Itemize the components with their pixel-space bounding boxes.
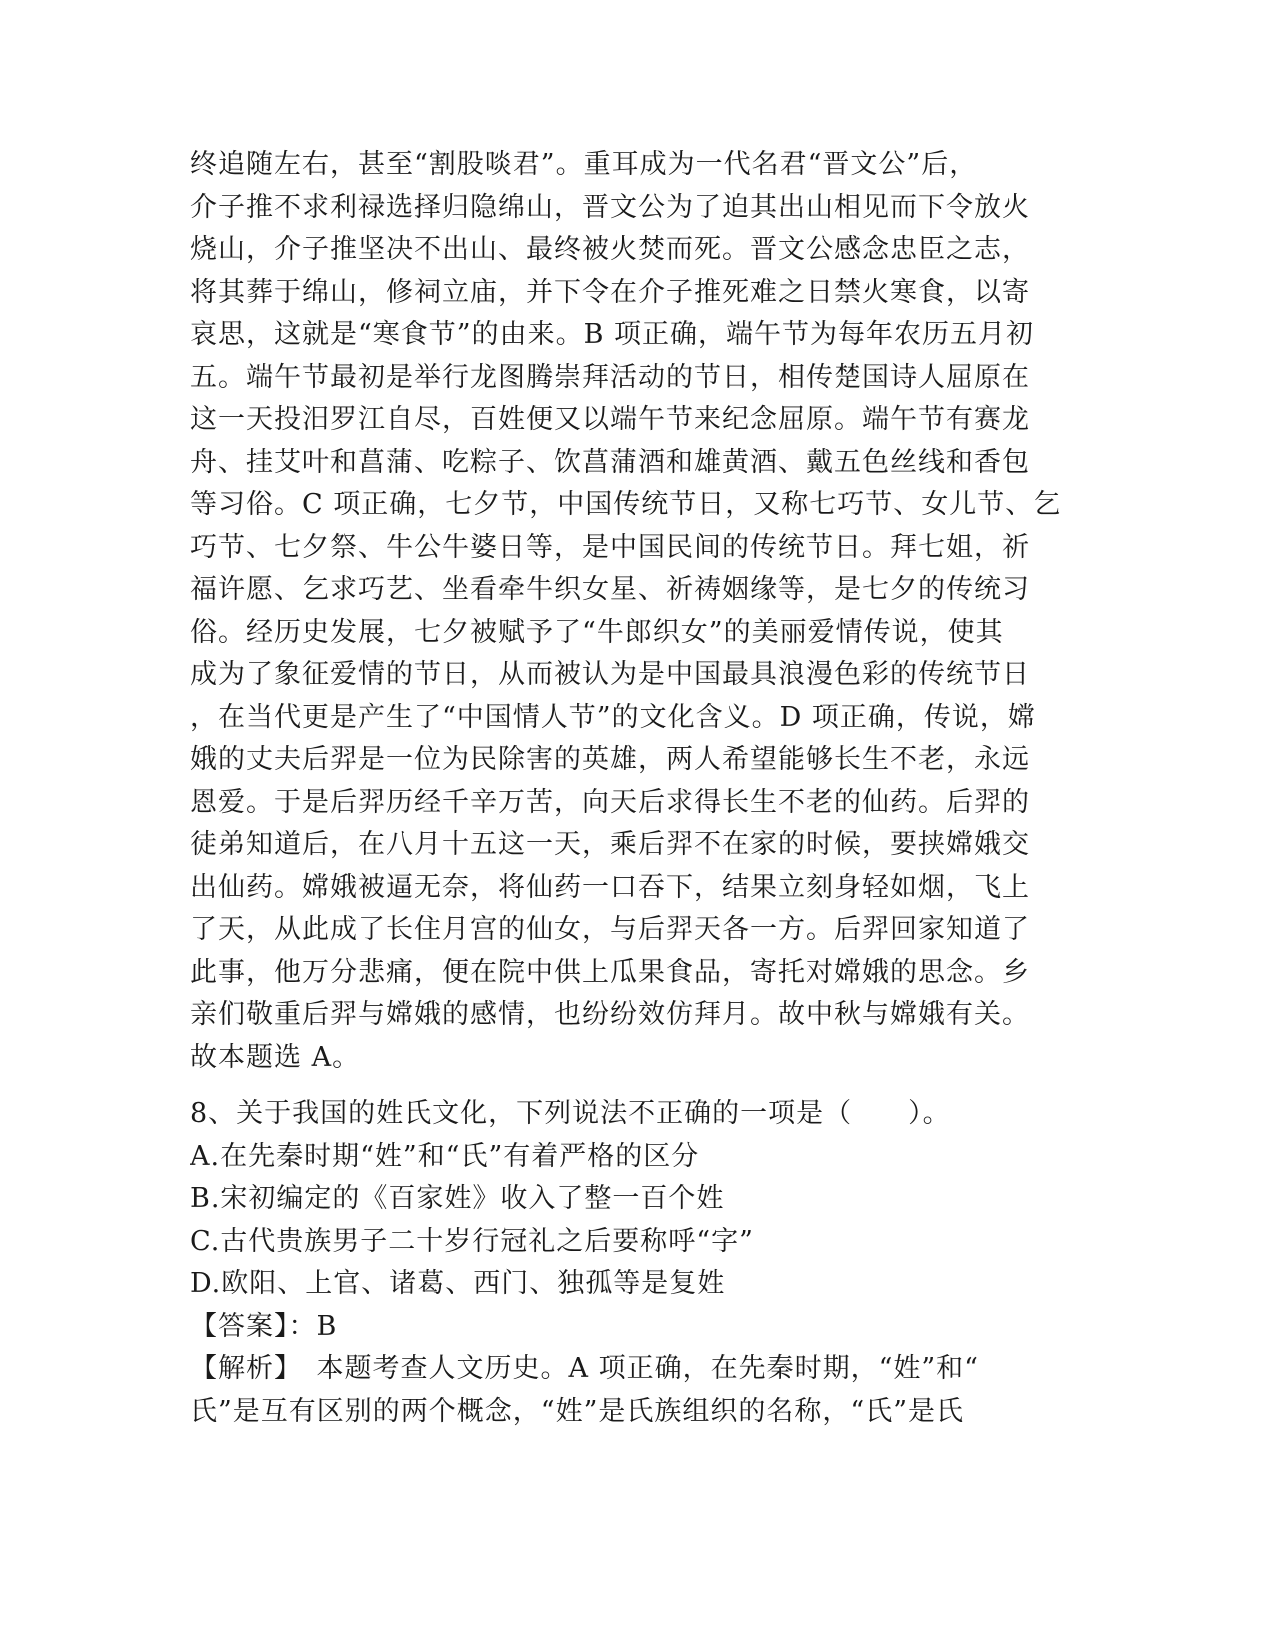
question-block bbox=[190, 1093, 1080, 1433]
text-line: 成为了象征爱情的节日，从而被认为是中国最具浪漫色彩的传统节日 bbox=[190, 659, 1030, 690]
text-line: 等习俗。C 项正确，七夕节，中国传统节日，又称七巧节、女儿节、乞 bbox=[190, 489, 1062, 520]
previous-explanation bbox=[190, 144, 1080, 1079]
text-line: 这一天投汨罗江自尽，百姓便又以端午节来纪念屈原。端午节有赛龙 bbox=[190, 404, 1030, 435]
text-line: 娥的丈夫后羿是一位为民除害的英雄，两人希望能够长生不老，永远 bbox=[190, 744, 1030, 775]
text-line: 将其葬于绵山，修祠立庙，并下令在介子推死难之日禁火寒食，以寄 bbox=[190, 276, 1030, 308]
option-b: B.宋初编定的《百家姓》收入了整一百个姓 bbox=[190, 1183, 725, 1214]
text-line: 介子推不求利禄选择归隐绵山，晋文公为了迫其出山相见而下令放火 bbox=[190, 191, 1030, 223]
option-c: C.古代贵族男子二十岁行冠礼之后要称呼“字” bbox=[190, 1225, 754, 1257]
text-line: ，在当代更是产生了“中国情人节”的文化含义。D 项正确，传说，嫦 bbox=[190, 701, 1036, 733]
text-line: 故本题选 A。 bbox=[190, 1041, 361, 1073]
text-line: 烧山，介子推坚决不出山、最终被火焚而死。晋文公感念忠臣之志， bbox=[190, 234, 1030, 265]
text-line: 巧节、七夕祭、牛公牛婆日等，是中国民间的传统节日。拜七姐，祈 bbox=[190, 531, 1030, 563]
text-line: 五。端午节最初是举行龙图腾崇拜活动的节日，相传楚国诗人屈原在 bbox=[190, 361, 1030, 393]
text-line: 恩爱。于是后羿历经千辛万苦，向天后求得长生不老的仙药。后羿的 bbox=[190, 786, 1030, 818]
question-stem: 8、关于我国的姓氏文化，下列说法不正确的一项是（ ）。 bbox=[190, 1098, 951, 1129]
answer-line: 【答案】：B bbox=[190, 1310, 338, 1342]
text-line: 出仙药。嫦娥被逼无奈，将仙药一口吞下，结果立刻身轻如烟，飞上 bbox=[190, 871, 1030, 903]
analysis-line: 氏”是互有区别的两个概念，“姓”是氏族组织的名称，“氏”是氏 bbox=[190, 1395, 965, 1427]
text-line: 了天，从此成了长住月宫的仙女，与后羿天各一方。后羿回家知道了 bbox=[190, 914, 1030, 945]
text-line: 俗。经历史发展，七夕被赋予了“牛郎织女”的美丽爱情传说，使其 bbox=[190, 616, 1004, 648]
section-gap bbox=[190, 1079, 1080, 1093]
analysis-line: 【解析】 本题考查人文历史。A 项正确，在先秦时期，“姓”和“ bbox=[190, 1353, 979, 1384]
text-line: 亲们敬重后羿与嫦娥的感情，也纷纷效仿拜月。故中秋与嫦娥有关。 bbox=[190, 999, 1030, 1030]
text-line: 终追随左右，甚至“割股啖君”。重耳成为一代名君“晋文公”后， bbox=[190, 149, 978, 180]
text-line: 此事，他万分悲痛，便在院中供上瓜果食品，寄托对嫦娥的思念。乡 bbox=[190, 956, 1030, 988]
option-a: A.在先秦时期“姓”和“氏”有着严格的区分 bbox=[190, 1140, 700, 1172]
option-d: D.欧阳、上官、诸葛、西门、独孤等是复姓 bbox=[190, 1268, 726, 1299]
page-content bbox=[190, 144, 1080, 1433]
text-line: 舟、挂艾叶和菖蒲、吃粽子、饮菖蒲酒和雄黄酒、戴五色丝线和香包 bbox=[190, 446, 1030, 478]
text-line: 福许愿、乞求巧艺、坐看牵牛织女星、祈祷姻缘等，是七夕的传统习 bbox=[190, 574, 1030, 605]
text-line: 哀思，这就是“寒食节”的由来。B 项正确，端午节为每年农历五月初 bbox=[190, 319, 1035, 350]
text-line: 徒弟知道后，在八月十五这一天，乘后羿不在家的时候，要挟嫦娥交 bbox=[190, 829, 1030, 860]
